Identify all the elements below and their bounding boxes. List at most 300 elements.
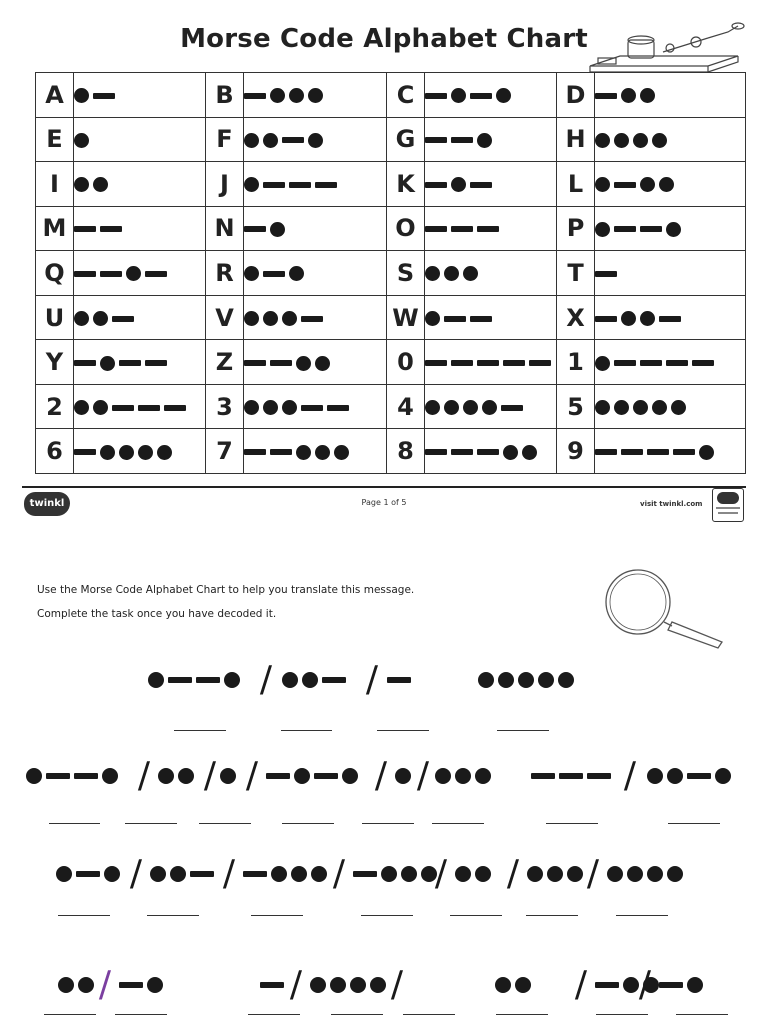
- morse-dot: [74, 133, 89, 148]
- table-code: [595, 73, 746, 118]
- letter-separator: /: [259, 659, 273, 700]
- morse-dot: [518, 672, 534, 688]
- answer-blank[interactable]: [596, 1014, 648, 1015]
- table-row: [36, 384, 746, 429]
- morse-dot: [671, 400, 686, 415]
- morse-dash: [425, 93, 447, 99]
- morse-dot: [621, 88, 636, 103]
- table-letter: H: [557, 117, 595, 162]
- letter-separator: /: [98, 964, 112, 1005]
- table-code: [425, 295, 557, 340]
- table-letter: 5: [557, 384, 595, 429]
- morse-dot: [451, 88, 466, 103]
- letter-separator: /: [289, 964, 303, 1005]
- morse-dash: [425, 360, 447, 366]
- morse-dash: [112, 405, 134, 411]
- morse-dash: [138, 405, 160, 411]
- answer-blank[interactable]: [174, 730, 226, 731]
- morse-dot: [126, 266, 141, 281]
- table-code: [244, 429, 387, 474]
- morse-dot: [310, 977, 326, 993]
- table-code: [425, 384, 557, 429]
- morse-code: [595, 222, 681, 237]
- morse-dot: [334, 445, 349, 460]
- morse-letter: [158, 758, 194, 794]
- morse-code: [425, 177, 492, 192]
- answer-blank[interactable]: [450, 915, 502, 916]
- morse-dot: [455, 866, 471, 882]
- morse-dash: [687, 773, 711, 779]
- morse-code: [74, 133, 89, 148]
- morse-dot: [522, 445, 537, 460]
- morse-dash: [270, 360, 292, 366]
- morse-dash: [74, 773, 98, 779]
- morse-code: [425, 400, 523, 415]
- morse-code: [595, 400, 686, 415]
- morse-code: [425, 226, 499, 232]
- message-row: [0, 755, 768, 796]
- morse-letter: [395, 758, 411, 794]
- answer-blank[interactable]: [526, 915, 578, 916]
- morse-dash: [270, 449, 292, 455]
- table-code: [244, 206, 387, 251]
- morse-dot: [633, 400, 648, 415]
- table-letter: B: [206, 73, 244, 118]
- table-letter: Z: [206, 340, 244, 385]
- morse-dash: [595, 93, 617, 99]
- morse-dash: [93, 93, 115, 99]
- table-letter: L: [557, 162, 595, 207]
- letter-separator: /: [506, 853, 520, 894]
- table-code: [425, 340, 557, 385]
- morse-dash: [425, 226, 447, 232]
- morse-letter: [531, 758, 611, 794]
- morse-dash: [614, 360, 636, 366]
- table-code: [595, 340, 746, 385]
- answer-blank[interactable]: [377, 730, 429, 731]
- morse-letter: [148, 662, 240, 698]
- table-row: [36, 162, 746, 207]
- letter-separator: /: [332, 853, 346, 894]
- morse-dot: [715, 768, 731, 784]
- morse-dash: [559, 773, 583, 779]
- answer-blank[interactable]: [281, 730, 332, 731]
- morse-dash: [244, 226, 266, 232]
- morse-dot: [308, 133, 323, 148]
- morse-dot: [475, 866, 491, 882]
- morse-dot: [244, 400, 259, 415]
- message-row: [0, 964, 768, 1005]
- letter-separator: /: [434, 853, 448, 894]
- table-letter: D: [557, 73, 595, 118]
- morse-dash: [425, 182, 447, 188]
- morse-dot: [699, 445, 714, 460]
- morse-dot: [282, 672, 298, 688]
- morse-dot: [595, 222, 610, 237]
- answer-blank[interactable]: [546, 823, 598, 824]
- morse-dot: [538, 672, 554, 688]
- morse-dot: [558, 672, 574, 688]
- table-code: [244, 162, 387, 207]
- morse-dot: [296, 445, 311, 460]
- morse-dash: [501, 405, 523, 411]
- morse-dash: [451, 449, 473, 455]
- morse-dash: [168, 677, 192, 683]
- letter-separator: /: [129, 853, 143, 894]
- answer-blank[interactable]: [147, 915, 199, 916]
- morse-letter: [220, 758, 236, 794]
- morse-dot: [150, 866, 166, 882]
- quality-badge-icon: [712, 488, 744, 522]
- morse-code: [425, 88, 511, 103]
- morse-code: [244, 311, 323, 326]
- morse-alphabet-table: [35, 72, 746, 474]
- table-letter: O: [387, 206, 425, 251]
- morse-dash: [76, 871, 100, 877]
- morse-letter: [56, 856, 120, 892]
- morse-dot: [498, 672, 514, 688]
- morse-dot: [56, 866, 72, 882]
- morse-dot: [444, 266, 459, 281]
- morse-dash: [263, 271, 285, 277]
- table-code: [244, 340, 387, 385]
- morse-letter: [58, 967, 94, 1003]
- morse-dot: [74, 400, 89, 415]
- morse-dash: [666, 360, 688, 366]
- morse-dot: [158, 768, 174, 784]
- morse-dot: [315, 445, 330, 460]
- morse-dot: [595, 356, 610, 371]
- morse-dot: [595, 133, 610, 148]
- morse-letter: [282, 662, 346, 698]
- table-letter: 4: [387, 384, 425, 429]
- answer-blank[interactable]: [668, 823, 720, 824]
- table-letter: 2: [36, 384, 74, 429]
- answer-blank[interactable]: [331, 1014, 383, 1015]
- morse-dash: [244, 449, 266, 455]
- morse-dash: [244, 93, 266, 99]
- morse-dot: [244, 311, 259, 326]
- morse-dot: [451, 177, 466, 192]
- table-code: [244, 117, 387, 162]
- morse-letter: [527, 856, 583, 892]
- table-row: [36, 251, 746, 296]
- answer-blank[interactable]: [616, 915, 668, 916]
- morse-dot: [270, 222, 285, 237]
- message-row: [0, 853, 768, 894]
- visit-link[interactable]: visit twinkl.com: [640, 500, 703, 508]
- morse-dash: [301, 405, 323, 411]
- morse-dash: [263, 182, 285, 188]
- morse-dash: [640, 226, 662, 232]
- morse-dash: [692, 360, 714, 366]
- morse-dash: [243, 871, 267, 877]
- morse-dot: [659, 177, 674, 192]
- table-letter: V: [206, 295, 244, 340]
- morse-dash: [587, 773, 611, 779]
- morse-dash: [322, 677, 346, 683]
- morse-code: [425, 445, 537, 460]
- morse-dot: [381, 866, 397, 882]
- table-row: [36, 73, 746, 118]
- table-code: [595, 251, 746, 296]
- table-code: [244, 295, 387, 340]
- morse-dot: [425, 266, 440, 281]
- answer-blank[interactable]: [199, 823, 251, 824]
- morse-dot: [478, 672, 494, 688]
- morse-dash: [100, 226, 122, 232]
- morse-dot: [567, 866, 583, 882]
- morse-code: [74, 445, 172, 460]
- morse-code: [74, 88, 115, 103]
- answer-blank[interactable]: [361, 915, 413, 916]
- table-letter: T: [557, 251, 595, 296]
- answer-blank[interactable]: [676, 1014, 728, 1015]
- morse-letter: [647, 758, 731, 794]
- letter-separator: /: [365, 659, 379, 700]
- answer-blank[interactable]: [248, 1014, 300, 1015]
- morse-letter: [260, 967, 284, 1003]
- morse-code: [425, 133, 492, 148]
- table-letter: 7: [206, 429, 244, 474]
- morse-dot: [104, 866, 120, 882]
- table-row: [36, 117, 746, 162]
- morse-dot: [74, 88, 89, 103]
- morse-dash: [74, 360, 96, 366]
- morse-dash: [451, 226, 473, 232]
- morse-dot: [495, 977, 511, 993]
- morse-letter: [659, 967, 703, 1003]
- answer-blank[interactable]: [282, 823, 334, 824]
- morse-dot: [395, 768, 411, 784]
- morse-letter: [607, 856, 683, 892]
- morse-dash: [387, 677, 411, 683]
- morse-dot: [178, 768, 194, 784]
- footer-divider: [22, 486, 746, 488]
- table-row: [36, 340, 746, 385]
- morse-dash: [425, 137, 447, 143]
- morse-dot: [477, 133, 492, 148]
- morse-dot: [652, 133, 667, 148]
- table-code: [425, 117, 557, 162]
- morse-letter: [119, 967, 163, 1003]
- morse-code: [595, 133, 667, 148]
- table-code: [74, 206, 206, 251]
- morse-dot: [291, 866, 307, 882]
- morse-dash: [531, 773, 555, 779]
- morse-code: [74, 177, 108, 192]
- answer-blank[interactable]: [125, 823, 177, 824]
- morse-dot: [271, 866, 287, 882]
- morse-dash: [595, 316, 617, 322]
- telegraph-key-icon: [588, 18, 748, 76]
- table-letter: 3: [206, 384, 244, 429]
- answer-blank[interactable]: [251, 915, 303, 916]
- table-code: [595, 295, 746, 340]
- morse-dot: [93, 177, 108, 192]
- table-row: [36, 429, 746, 474]
- morse-letter: [478, 662, 574, 698]
- table-code: [74, 117, 206, 162]
- morse-dash: [196, 677, 220, 683]
- table-letter: G: [387, 117, 425, 162]
- morse-dash: [244, 360, 266, 366]
- page-number: Page 1 of 5: [361, 498, 407, 507]
- answer-blank[interactable]: [403, 1014, 455, 1015]
- table-letter: 1: [557, 340, 595, 385]
- morse-dash: [145, 271, 167, 277]
- morse-code: [244, 177, 337, 192]
- table-code: [74, 73, 206, 118]
- table-letter: 0: [387, 340, 425, 385]
- morse-dot: [621, 311, 636, 326]
- morse-letter: [310, 967, 386, 1003]
- letter-separator: /: [137, 755, 151, 796]
- morse-letter: [387, 662, 411, 698]
- morse-dot: [100, 356, 115, 371]
- morse-dash: [315, 182, 337, 188]
- table-letter: S: [387, 251, 425, 296]
- morse-dot: [263, 400, 278, 415]
- morse-dot: [315, 356, 330, 371]
- morse-dash: [470, 316, 492, 322]
- morse-dot: [595, 400, 610, 415]
- morse-dot: [147, 977, 163, 993]
- table-code: [74, 384, 206, 429]
- table-letter: R: [206, 251, 244, 296]
- answer-blank[interactable]: [432, 823, 484, 824]
- chart-title: Morse Code Alphabet Chart: [180, 24, 588, 54]
- morse-dot: [401, 866, 417, 882]
- morse-code: [425, 360, 551, 366]
- morse-dot: [667, 866, 683, 882]
- instruction-line-1: Use the Morse Code Alphabet Chart to help you translate this message.: [37, 584, 415, 596]
- table-code: [74, 340, 206, 385]
- answer-blank[interactable]: [58, 915, 110, 916]
- morse-dot: [687, 977, 703, 993]
- answer-blank[interactable]: [44, 1014, 96, 1015]
- morse-dot: [633, 133, 648, 148]
- table-code: [244, 384, 387, 429]
- morse-dot: [102, 768, 118, 784]
- morse-dot: [475, 768, 491, 784]
- morse-dot: [244, 133, 259, 148]
- table-letter: 8: [387, 429, 425, 474]
- morse-dot: [302, 672, 318, 688]
- table-letter: X: [557, 295, 595, 340]
- morse-dash: [477, 449, 499, 455]
- morse-code: [425, 266, 478, 281]
- table-letter: K: [387, 162, 425, 207]
- morse-dot: [350, 977, 366, 993]
- morse-letter: [435, 758, 491, 794]
- table-code: [595, 206, 746, 251]
- morse-code: [244, 400, 349, 415]
- table-code: [74, 295, 206, 340]
- morse-dot: [425, 400, 440, 415]
- table-letter: U: [36, 295, 74, 340]
- morse-dash: [425, 449, 447, 455]
- table-code: [595, 117, 746, 162]
- morse-dot: [614, 133, 629, 148]
- morse-dot: [527, 866, 543, 882]
- letter-separator: /: [374, 755, 388, 796]
- morse-dot: [138, 445, 153, 460]
- morse-dash: [529, 360, 551, 366]
- morse-dash: [621, 449, 643, 455]
- answer-blank[interactable]: [115, 1014, 167, 1015]
- morse-dash: [260, 982, 284, 988]
- table-row: [36, 206, 746, 251]
- morse-dot: [74, 177, 89, 192]
- answer-blank[interactable]: [496, 1014, 548, 1015]
- morse-dash: [112, 316, 134, 322]
- table-code: [244, 251, 387, 296]
- morse-dash: [659, 982, 683, 988]
- morse-dot: [244, 266, 259, 281]
- morse-dash: [451, 137, 473, 143]
- morse-dot: [296, 356, 311, 371]
- morse-dash: [74, 271, 96, 277]
- morse-dash: [503, 360, 525, 366]
- morse-dash: [353, 871, 377, 877]
- morse-dash: [659, 316, 681, 322]
- table-letter: C: [387, 73, 425, 118]
- morse-dash: [673, 449, 695, 455]
- morse-dot: [425, 311, 440, 326]
- answer-blank[interactable]: [362, 823, 414, 824]
- table-code: [74, 251, 206, 296]
- table-code: [425, 206, 557, 251]
- answer-blank[interactable]: [49, 823, 100, 824]
- table-code: [595, 429, 746, 474]
- morse-dash: [282, 137, 304, 143]
- answer-blank[interactable]: [497, 730, 549, 731]
- morse-dot: [463, 266, 478, 281]
- morse-dash: [595, 449, 617, 455]
- morse-dash: [74, 226, 96, 232]
- morse-dot: [289, 266, 304, 281]
- morse-code: [595, 445, 714, 460]
- morse-dot: [93, 311, 108, 326]
- morse-dash: [614, 182, 636, 188]
- table-letter: 6: [36, 429, 74, 474]
- morse-dash: [119, 360, 141, 366]
- morse-dot: [220, 768, 236, 784]
- table-code: [74, 429, 206, 474]
- morse-dot: [282, 311, 297, 326]
- morse-dash: [444, 316, 466, 322]
- morse-dot: [647, 768, 663, 784]
- table-code: [425, 162, 557, 207]
- morse-dash: [327, 405, 349, 411]
- morse-dot: [482, 400, 497, 415]
- morse-dot: [311, 866, 327, 882]
- morse-dot: [547, 866, 563, 882]
- morse-dot: [294, 768, 310, 784]
- table-letter: Q: [36, 251, 74, 296]
- morse-code: [74, 266, 167, 281]
- morse-code: [74, 400, 186, 415]
- instruction-line-2: Complete the task once you have decoded it.: [37, 608, 277, 620]
- table-letter: N: [206, 206, 244, 251]
- morse-dash: [74, 449, 96, 455]
- morse-letter: [495, 967, 531, 1003]
- twinkl-logo: twinkl: [24, 492, 70, 516]
- morse-dash: [470, 93, 492, 99]
- morse-dot: [435, 768, 451, 784]
- morse-dash: [266, 773, 290, 779]
